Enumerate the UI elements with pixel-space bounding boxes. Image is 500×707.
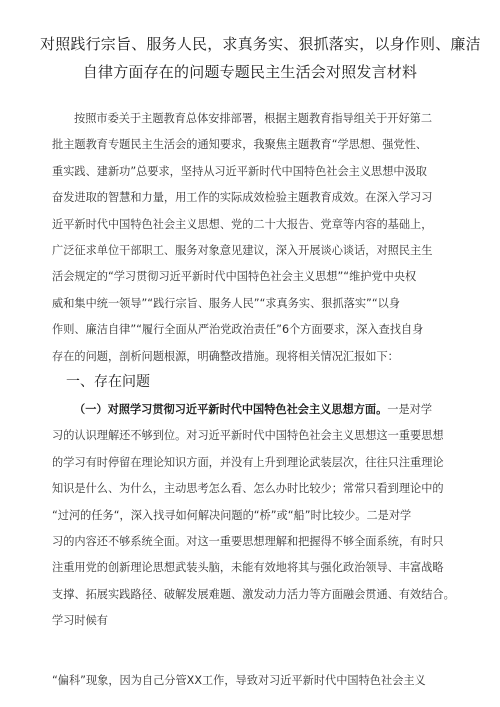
intro-line: 威和集中统一领导”“践行宗旨、服务人民”“求真务实、狠抓落实”“以身 xyxy=(52,296,401,310)
intro-line: 近平新时代中国特色社会主义思想、党的二十大报告、党章等内容的基础上， xyxy=(52,217,433,231)
section-line: 学习时候有 xyxy=(52,614,108,628)
intro-line: 按照市委关于主题教育总体安排部署，根据主题教育指导组关于开好第二 xyxy=(74,112,433,125)
intro-line: 批主题教育专题民主生活会的通知要求，我聚焦主题教育“学思想、强党性、 xyxy=(52,138,427,152)
section-line: 知识是什么、为什么，主动思考怎么看、怎么办时比较少；常常只看到理论中的 xyxy=(52,482,444,496)
subsection-first-line xyxy=(52,397,456,423)
intro-line: 奋发进取的智慧和力量，用工作的实际成效检验主题教育成效。在深入学习习 xyxy=(52,191,433,205)
document-title xyxy=(40,30,481,86)
section-line: 支撑、拓展实践路径、破解发展难题、激发动力活力等方面融会贯通、有效结合。 xyxy=(52,587,455,601)
intro-line: 广泛征求单位干部职工、服务对象意见建议，深入开展谈心谈话，对照民主生 xyxy=(52,243,433,257)
section-line: 习的内容还不够系统全面。对这一重要思想理解和把握得不够全面系统，有时只 xyxy=(52,534,444,548)
section-heading: 一、存在问题 xyxy=(66,374,150,390)
intro-line: 作则、廉洁自律”“履行全面从严治党政治责任”6个方面要求，深入查找自身 xyxy=(52,323,424,337)
continuation-line: “偏科”现象，因为自己分管XX工作，导致对习近平新时代中国特色社会主义 xyxy=(52,674,426,687)
subsection-first-line-rest: 一是对学 xyxy=(387,403,433,416)
subsection-heading: （一）对照学习贯彻习近平新时代中国特色社会主义思想方面。 xyxy=(74,403,388,416)
intro-paragraph xyxy=(52,106,456,370)
section-paragraph xyxy=(52,397,456,635)
intro-line: 重实践、建新功”总要求，坚持从习近平新时代中国特色社会主义思想中汲取 xyxy=(52,164,427,178)
intro-line: 活会规定的“学习贯彻习近平新时代中国特色社会主义思想”“维护党中央权 xyxy=(52,270,417,284)
section-line: 注重用党的创新理论思想武装头脑，未能有效地将其与强化政治领导、丰富战略 xyxy=(52,561,444,575)
section-line: “过河的任务“，深入找寻如何解决问题的“桥”或“船”时比较少。二是对学 xyxy=(52,508,412,522)
intro-line: 存在的问题，剖析问题根源，明确整改措施。现将相关情况汇报如下： xyxy=(52,349,399,363)
section-line: 的学习有时停留在理论知识方面，并没有上升到理论武装层次，往往只注重理论 xyxy=(52,455,444,469)
title-line-2: 自律方面存在的问题专题民主生活会对照发言材料 xyxy=(82,63,418,81)
title-line-1: 对照践行宗旨、服务人民，求真务实、狠抓落实，以身作则、廉洁 xyxy=(40,35,481,53)
section-line: 习的认识理解还不够到位。对习近平新时代中国特色社会主义思想这一重要思想 xyxy=(52,429,444,443)
